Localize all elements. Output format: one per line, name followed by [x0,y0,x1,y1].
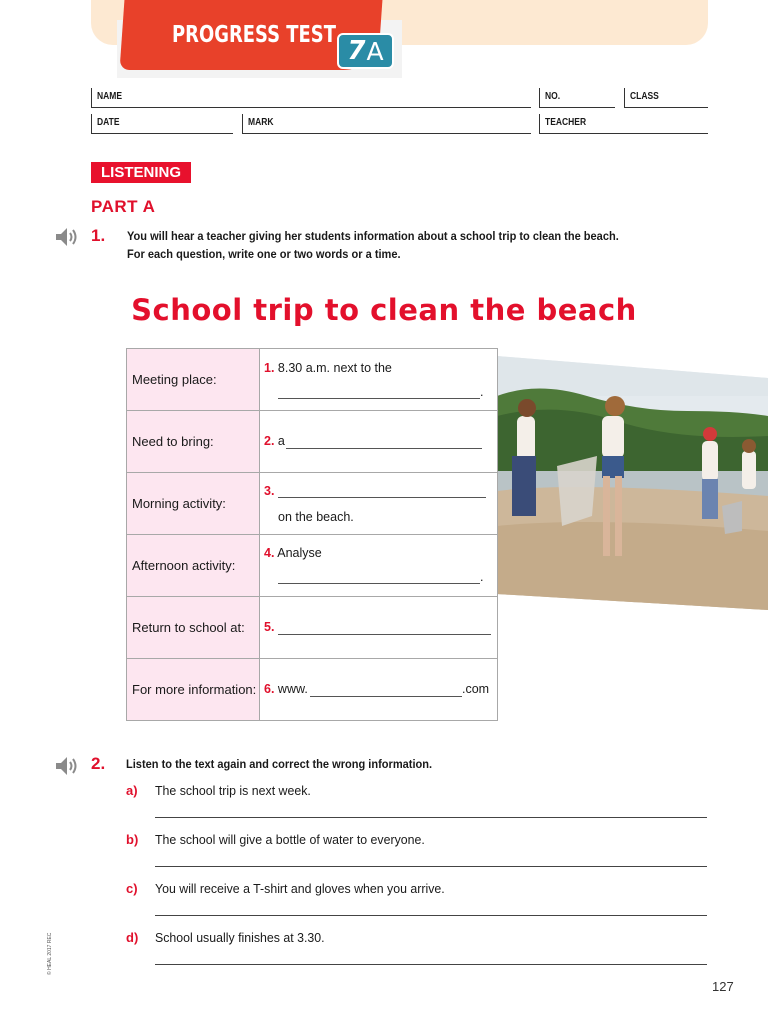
audio-speaker-icon[interactable] [54,226,80,248]
mark-field[interactable] [242,114,531,134]
item-statement: The school trip is next week. [155,783,311,798]
date-field[interactable] [91,114,233,134]
table-row [127,411,498,473]
prompt-end: . [480,385,484,399]
exercise-1-number: 1. [91,226,106,245]
prompt-text: a [277,434,285,448]
name-label: NAME [97,91,123,102]
row-label: Morning activity: [127,473,260,535]
table-row [127,473,498,535]
table-row [127,535,498,597]
answer-cell-2 [260,411,498,473]
number-field[interactable] [539,88,615,108]
poster-title: School trip to clean the beach [131,293,637,327]
answer-4-input[interactable] [278,583,480,584]
question-number: 2. [264,434,275,448]
answer-cell-5 [260,597,498,659]
answer-cell-3 [260,473,498,535]
question-number: 4. [264,546,275,560]
row-label: Return to school at: [127,597,260,659]
row-label: Need to bring: [127,411,260,473]
answer-3-input[interactable] [278,497,486,498]
table-row [127,597,498,659]
unit-number: 7 [347,36,366,66]
question-number: 5. [264,620,275,634]
unit-letter: A [366,36,384,66]
prompt-end: .com [462,682,490,696]
question-number: 1. [264,361,275,375]
exercise-1-instruction-line-2: For each question, write one or two words or a time. [127,247,401,261]
teacher-label: TEACHER [545,117,587,128]
answer-cell-1 [260,349,498,411]
beach-cleanup-photo [497,356,768,610]
item-letter: a) [126,783,138,798]
answer-1-input[interactable] [278,398,480,399]
item-statement: School usually finishes at 3.30. [155,930,325,945]
answer-cell-6 [260,659,498,721]
class-field[interactable] [624,88,708,108]
item-letter: b) [126,832,139,847]
unit-badge [337,33,394,69]
item-statement: You will receive a T-shirt and gloves when you arrive. [155,881,445,896]
prompt-end: . [480,570,484,584]
item-letter: c) [126,881,138,896]
correction-b-input[interactable] [155,866,707,867]
answer-6-input[interactable] [310,696,462,697]
prompt-text: Analyse [277,546,322,560]
table-row [127,659,498,721]
question-number: 6. [264,682,275,696]
row-label: Afternoon activity: [127,535,260,597]
class-label: CLASS [630,91,659,102]
question-number: 3. [264,484,275,498]
teacher-field[interactable] [539,114,708,134]
exercise-2-instruction: Listen to the text again and correct the wrong information. [126,757,433,771]
correction-d-input[interactable] [155,964,707,965]
answer-2-input[interactable] [286,448,482,449]
exercise-2-number: 2. [91,754,106,773]
correction-a-input[interactable] [155,817,707,818]
trip-info-table [126,348,498,721]
row-label: For more information: [127,659,260,721]
prompt-text: 8.30 a.m. next to the [277,361,392,375]
page-title: PROGRESS TEST [172,22,336,48]
prompt-text: www. [277,682,308,696]
answer-cell-4 [260,535,498,597]
prompt-text: on the beach. [278,510,354,524]
item-statement: The school will give a bottle of water to everyone. [155,832,425,847]
part-label: PART A [91,197,156,216]
row-label: Meeting place: [127,349,260,411]
answer-5-input[interactable] [278,634,491,635]
exercise-1-instruction-line-1: You will hear a teacher giving her students information about a school trip to clean the beach. [127,229,619,243]
item-letter: d) [126,930,139,945]
name-field[interactable] [91,88,531,108]
correction-c-input[interactable] [155,915,707,916]
page-number: 127 [712,979,734,994]
table-row [127,349,498,411]
side-code: © HEAL 2017 REC [47,932,53,975]
number-label: NO. [545,91,561,102]
date-label: DATE [97,117,120,128]
section-label: LISTENING [91,162,191,183]
audio-speaker-icon[interactable] [54,755,80,777]
mark-label: MARK [248,117,274,128]
